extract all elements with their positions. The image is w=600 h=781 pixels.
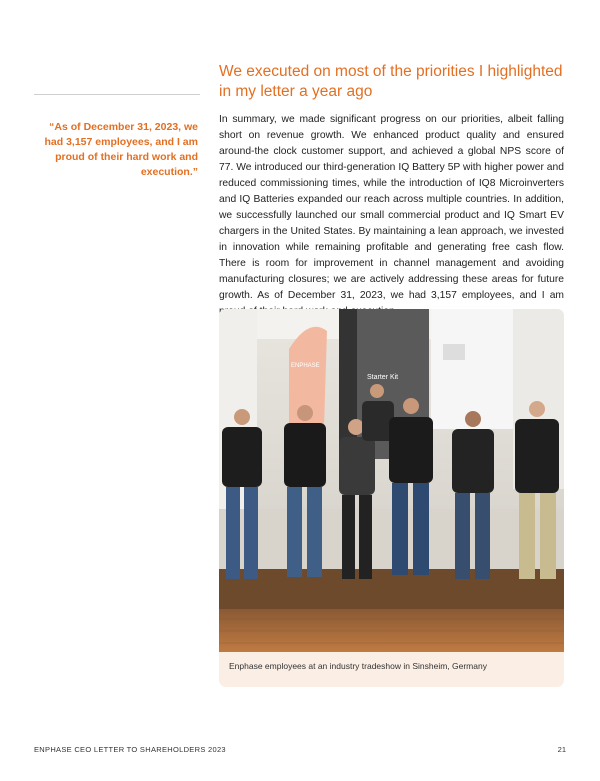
pull-quote-divider	[34, 94, 200, 95]
screen-text: Starter Kit	[367, 374, 399, 381]
photo-caption: Enphase employees at an industry tradeshow in Sinsheim, Germany	[229, 661, 487, 671]
pull-quote: “As of December 31, 2023, we had 3,157 employees, and I am proud of their hard work and execution.”	[44, 121, 198, 178]
banner-brand: ENPHASE	[291, 363, 320, 369]
photo-card	[219, 309, 564, 687]
section-heading: We executed on most of the priorities I highlighted in my letter a year ago	[219, 63, 563, 100]
footer-title: ENPHASE CEO LETTER TO SHAREHOLDERS 2023	[34, 745, 226, 754]
body-paragraph: In summary, we made significant progress on our priorities, albeit falling short on revenue growth. We enhanced product quality and ensured around-the clock customer support, and achieved a global NPS score of 77. We introduced our third-generation IQ Battery 5P with higher power and reduced commissioning times, while the introduction of IQ8 Microinverters and IQ Batteries expanded our reach across multiple countries. In addition, we successfully launched our small commercial product and IQ Smart EV chargers in the United States. By maintaining a lean approach, we invested in innovation while remaining profitable and generating free cash flow. There is room for improvement in channel management and avoiding manufacturing closures; we are actively addressing these areas for future growth. As of December 31, 2023, we had 3,157 employees, and I am	[219, 114, 564, 301]
tradeshow-photo	[219, 309, 564, 652]
page-number: 21	[557, 745, 566, 754]
